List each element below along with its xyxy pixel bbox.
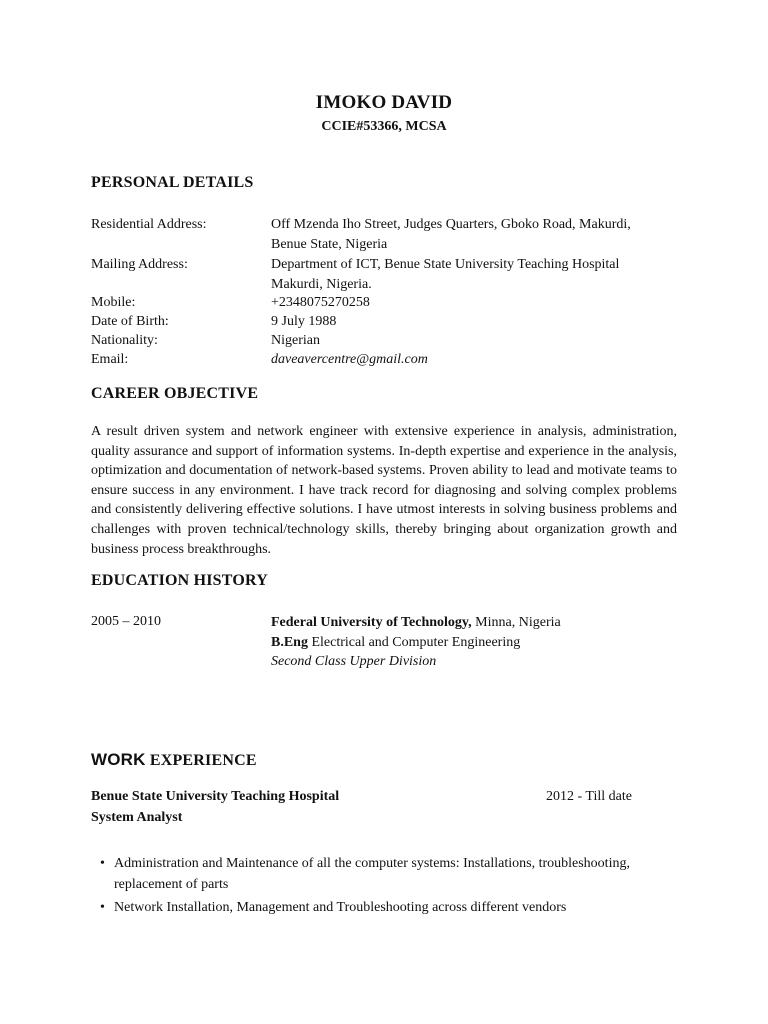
- education-institution-line: [271, 613, 561, 633]
- education-degree-line: [271, 633, 561, 653]
- education-details: [271, 613, 561, 672]
- mobile-value: +2348075270258: [271, 295, 370, 310]
- nationality-label: Nationality:: [91, 333, 158, 348]
- institution-name: Federal University of Technology,: [271, 615, 472, 630]
- bullet-icon: •: [100, 856, 105, 871]
- mailing-address-line2: Makurdi, Nigeria.: [271, 276, 372, 292]
- career-objective-heading: CAREER OBJECTIVE: [91, 385, 259, 402]
- job-duties-list: [91, 853, 691, 920]
- degree-grade: Second Class Upper Division: [271, 654, 437, 669]
- residential-address-label: Residential Address:: [91, 217, 207, 232]
- residential-address-value: [271, 215, 661, 254]
- candidate-name: IMOKO DAVID: [315, 92, 453, 113]
- certifications: CCIE#53366, MCSA: [321, 119, 447, 134]
- mobile-label: Mobile:: [91, 295, 136, 310]
- mailing-address-value: [271, 255, 661, 294]
- bullet-icon: •: [100, 900, 105, 915]
- email-label: Email:: [91, 352, 129, 367]
- dob-value: 9 July 1988: [271, 314, 337, 329]
- degree-name: B.Eng: [271, 634, 308, 650]
- residential-address-line2: Benue State, Nigeria: [271, 236, 388, 252]
- career-objective-text: A result driven system and network engineer with extensive experience in analysis, administration, quality assurance and support of information systems. In-depth expertise and experience in the analysis, optimization and documentation of network-based systems. Proven ability to lead and motivate teams to ensure success in any environment. I have track record for diagnosing and solving complex problems and consistently delivering effective solutions. I have utmost interests in solving business problems and challenges with proven technical/technology skills, thereby bringing about organization growth and business process breakthroughs.: [91, 424, 677, 557]
- work-experience-heading: [91, 750, 257, 770]
- duty-text: Administration and Maintenance of all the computer systems: Installations, troubleshooting, replacement of parts: [114, 856, 630, 892]
- job-organization: Benue State University Teaching Hospital: [91, 789, 340, 804]
- list-item: [91, 897, 691, 918]
- duty-text: Network Installation, Management and Troubleshooting across different vendors: [114, 900, 567, 915]
- list-item: [91, 853, 691, 895]
- job-title: System Analyst: [91, 810, 183, 825]
- work-heading-part2: EXPERIENCE: [145, 752, 257, 769]
- mailing-address-line1: Department of ICT, Benue State University Teaching Hospital: [271, 257, 620, 272]
- job-dates: 2012 - Till date: [546, 789, 632, 804]
- email-link[interactable]: daveavercentre@gmail.com: [271, 352, 428, 367]
- residential-address-line1: Off Mzenda Iho Street, Judges Quarters, Gboko Road, Makurdi,: [271, 217, 631, 232]
- dob-label: Date of Birth:: [91, 314, 169, 329]
- work-heading-part1: WORK: [91, 750, 146, 769]
- nationality-value: Nigerian: [271, 333, 320, 348]
- institution-location: Minna, Nigeria: [471, 615, 561, 630]
- personal-details-heading: PERSONAL DETAILS: [91, 174, 254, 191]
- degree-course: Electrical and Computer Engineering: [307, 634, 521, 650]
- education-heading: EDUCATION HISTORY: [91, 572, 268, 589]
- education-years: 2005 – 2010: [91, 614, 161, 629]
- mailing-address-label: Mailing Address:: [91, 257, 188, 272]
